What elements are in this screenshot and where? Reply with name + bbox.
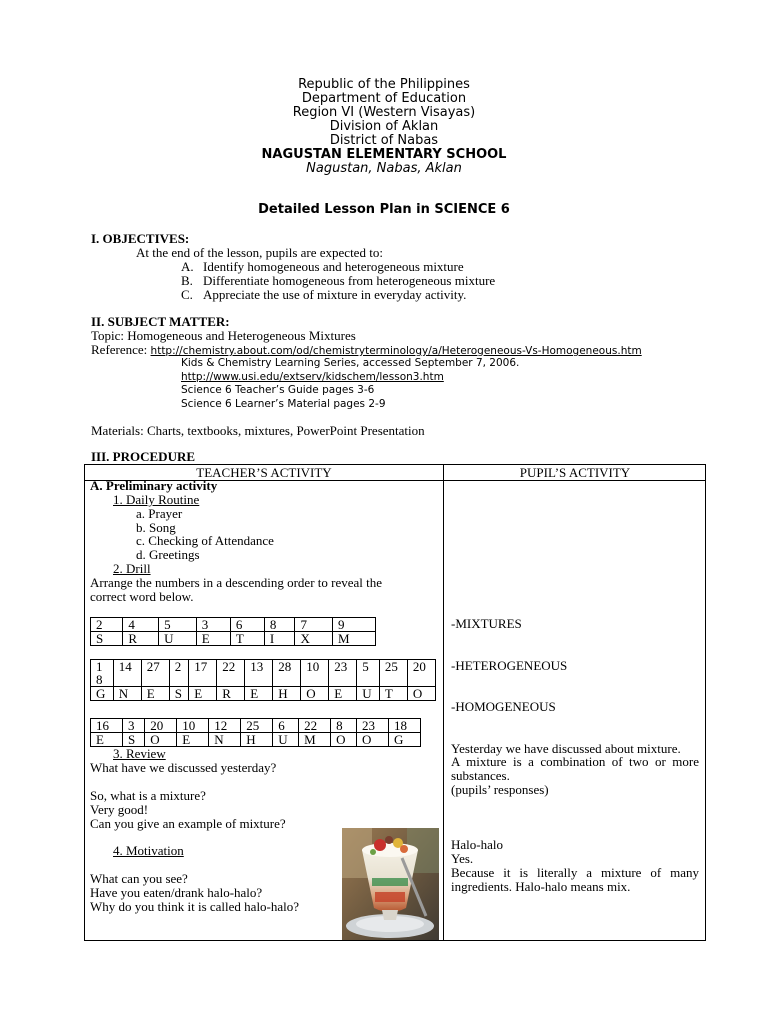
- puzzle-letter: T: [230, 632, 264, 646]
- puzzle-number: 3: [122, 719, 144, 733]
- puzzle-number: 5: [159, 618, 197, 632]
- puzzle-number: 13: [245, 660, 273, 687]
- puzzle-letter: S: [169, 687, 189, 701]
- puzzle-number: 28: [273, 660, 301, 687]
- word-puzzle-3: [90, 718, 421, 747]
- drill-instruction: Arrange the numbers in a descending order to reveal the: [90, 575, 383, 590]
- puzzle-number: 20: [145, 719, 177, 733]
- puzzle-letter: T: [379, 687, 407, 701]
- teacher-activity-header: TEACHER’S ACTIVITY: [196, 465, 332, 480]
- reference-2: Kids & Chemistry Learning Series, accessed September 7, 2006.: [181, 357, 520, 369]
- reference-link[interactable]: http://chemistry.about.com/od/chemistryterminology/a/Heterogeneous-Vs-Homogeneous.htm: [150, 345, 642, 357]
- puzzle-number: 22: [299, 719, 331, 733]
- puzzle-letter: R: [217, 687, 245, 701]
- puzzle-letter: U: [159, 632, 197, 646]
- answer-heterogeneous: -HETEROGENEOUS: [451, 658, 568, 673]
- puzzle-number: 20: [407, 660, 435, 687]
- puzzle-letter: U: [357, 687, 380, 701]
- puzzle-number: 3: [196, 618, 230, 632]
- puzzle-number: 17: [189, 660, 217, 687]
- puzzle-letter: S: [91, 632, 123, 646]
- puzzle-number: 2: [169, 660, 189, 687]
- reference-5: Science 6 Learner’s Material pages 2-9: [181, 398, 386, 410]
- puzzle-letter: O: [407, 687, 435, 701]
- puzzle-number: 16: [91, 719, 123, 733]
- puzzle-letter: N: [209, 733, 241, 747]
- objective-item: A. Identify homogeneous and heterogeneous mixture: [181, 259, 464, 274]
- mixture-question: So, what is a mixture?: [90, 788, 206, 803]
- puzzle-letter: O: [301, 687, 329, 701]
- procedure-heading: III. PROCEDURE: [91, 449, 196, 464]
- answer-review: Yesterday we have discussed about mixture.: [451, 741, 681, 756]
- puzzle-letter: H: [273, 687, 301, 701]
- puzzle-number: 18: [388, 719, 420, 733]
- puzzle-letter: G: [91, 687, 114, 701]
- answer-halo-halo: Halo-halo: [451, 837, 503, 852]
- halo-halo-image: [342, 828, 439, 940]
- routine-item: a. Prayer: [136, 506, 183, 521]
- daily-routine: 1. Daily Routine: [113, 492, 200, 507]
- document-title: Detailed Lesson Plan in SCIENCE 6: [258, 202, 510, 217]
- puzzle-number: 23: [329, 660, 357, 687]
- see-question: What can you see?: [90, 871, 188, 886]
- answer-yes: Yes.: [451, 851, 474, 866]
- example-question: Can you give an example of mixture?: [90, 816, 286, 831]
- puzzle-number: 10: [301, 660, 329, 687]
- pupils-responses: (pupils’ responses): [451, 782, 549, 797]
- puzzle-letter: E: [177, 733, 209, 747]
- very-good: Very good!: [90, 802, 149, 817]
- why-question: Why do you think it is called halo-halo?: [90, 899, 300, 914]
- puzzle-letter: H: [241, 733, 273, 747]
- puzzle-number: 7: [295, 618, 333, 632]
- puzzle-number: 6: [273, 719, 299, 733]
- puzzle-letter: E: [196, 632, 230, 646]
- word-puzzle-2: [90, 659, 436, 701]
- eaten-question: Have you eaten/drank halo-halo?: [90, 885, 263, 900]
- objectives-intro: At the end of the lesson, pupils are expected to:: [136, 245, 383, 260]
- objectives-heading: I. OBJECTIVES:: [91, 231, 190, 246]
- puzzle-number: 25: [241, 719, 273, 733]
- header-department: Department of Education: [301, 91, 467, 106]
- puzzle-letter: G: [388, 733, 420, 747]
- header-region: Region VI (Western Visayas): [292, 105, 476, 120]
- puzzle-letter: E: [245, 687, 273, 701]
- routine-item: b. Song: [136, 520, 176, 535]
- puzzle-number: 23: [356, 719, 388, 733]
- objective-item: C. Appreciate the use of mixture in everyday activity.: [181, 287, 467, 302]
- puzzle-letter: O: [331, 733, 357, 747]
- review-question: What have we discussed yesterday?: [90, 760, 277, 775]
- header-division: Division of Aklan: [329, 119, 439, 134]
- puzzle-number: 27: [141, 660, 169, 687]
- puzzle-letter: R: [123, 632, 159, 646]
- puzzle-letter: O: [356, 733, 388, 747]
- topic: Topic: Homogeneous and Heterogeneous Mixtures: [91, 328, 356, 343]
- puzzle-letter: I: [264, 632, 295, 646]
- puzzle-letter: N: [113, 687, 141, 701]
- header-republic: Republic of the Philippines: [298, 77, 470, 92]
- puzzle-number: 25: [379, 660, 407, 687]
- school-name: NAGUSTAN ELEMENTARY SCHOOL: [261, 147, 507, 162]
- puzzle-letter: E: [329, 687, 357, 701]
- drill-instruction: correct word below.: [90, 589, 194, 604]
- puzzle-number: 14: [113, 660, 141, 687]
- materials: Materials: Charts, textbooks, mixtures, PowerPoint Presentation: [91, 423, 425, 438]
- routine-item: d. Greetings: [136, 547, 200, 562]
- puzzle-letter: S: [122, 733, 144, 747]
- puzzle-letter: E: [141, 687, 169, 701]
- subject-matter-heading: II. SUBJECT MATTER:: [91, 314, 230, 329]
- reference-label: Reference:: [91, 342, 151, 357]
- puzzle-number: 9: [333, 618, 376, 632]
- drill: 2. Drill: [113, 561, 151, 576]
- puzzle-letter: M: [333, 632, 376, 646]
- word-puzzle-1: [90, 617, 376, 646]
- column-divider: [443, 465, 444, 940]
- puzzle-letter: E: [189, 687, 217, 701]
- answer-mixtures: -MIXTURES: [451, 616, 522, 631]
- puzzle-number: 8: [331, 719, 357, 733]
- answer-mixture-definition: A mixture is a combination of two or more substances.: [451, 754, 699, 783]
- puzzle-number: 2: [91, 618, 123, 632]
- puzzle-number: 12: [209, 719, 241, 733]
- reference-3-link[interactable]: http://www.usi.edu/extserv/kidschem/lesson3.htm: [181, 371, 444, 383]
- routine-item: c. Checking of Attendance: [136, 533, 274, 548]
- preliminary-activity: A. Preliminary activity: [90, 478, 218, 493]
- objective-item: B. Differentiate homogeneous from heterogeneous mixture: [181, 273, 496, 288]
- puzzle-letter: X: [295, 632, 333, 646]
- puzzle-number: 10: [177, 719, 209, 733]
- puzzle-number: 8: [264, 618, 295, 632]
- puzzle-number: 22: [217, 660, 245, 687]
- puzzle-letter: U: [273, 733, 299, 747]
- header-district: District of Nabas: [329, 133, 439, 148]
- puzzle-number: 1 8: [91, 660, 114, 687]
- pupil-activity-header: PUPIL’S ACTIVITY: [519, 465, 631, 480]
- review: 3. Review: [113, 746, 166, 761]
- school-address: Nagustan, Nabas, Aklan: [306, 161, 462, 176]
- puzzle-number: 6: [230, 618, 264, 632]
- puzzle-number: 4: [123, 618, 159, 632]
- puzzle-letter: M: [299, 733, 331, 747]
- answer-because: Because it is literally a mixture of many ingredients. Halo-halo means mix.: [451, 865, 699, 894]
- motivation: 4. Motivation: [113, 843, 184, 858]
- puzzle-number: 5: [357, 660, 380, 687]
- puzzle-letter: E: [91, 733, 123, 747]
- answer-homogeneous: -HOMOGENEOUS: [451, 699, 556, 714]
- reference-4: Science 6 Teacher’s Guide pages 3-6: [181, 384, 375, 396]
- puzzle-letter: O: [145, 733, 177, 747]
